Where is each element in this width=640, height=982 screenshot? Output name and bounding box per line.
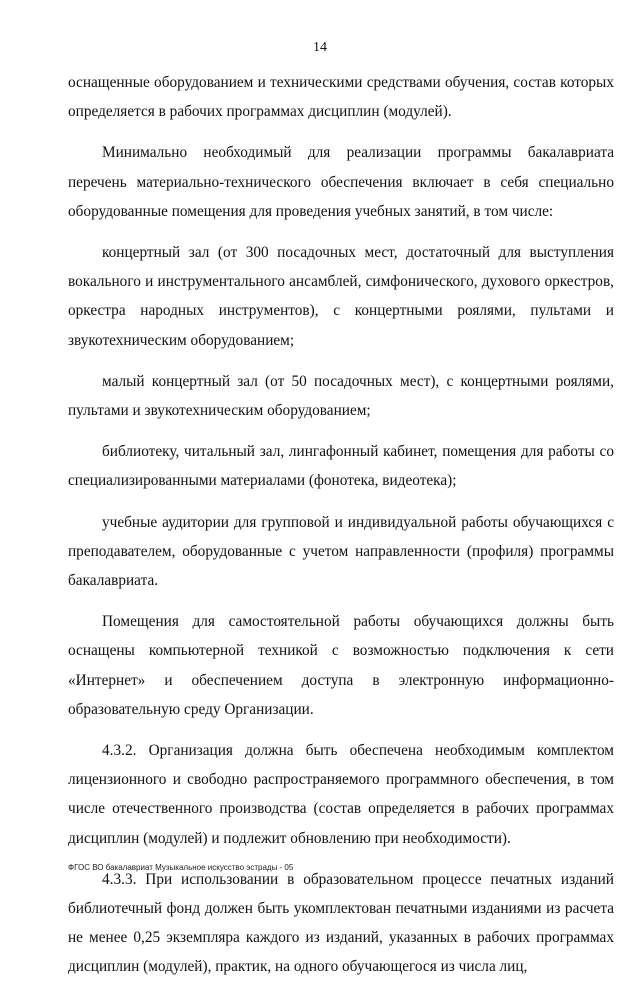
paragraph-concert-hall: концертный зал (от 300 посадочных мест, достаточный для выступления вокального и инструментального ансамблей, симфонического, духового оркестров, оркестра народных инструментов), с концертными роялями, пультами и звукотехническим оборудованием; (68, 244, 614, 349)
paragraph-self-study-rooms: Помещения для самостоятельной работы обучающихся должны быть оснащены компьютерной техникой с возможностью подключения к сети «Интернет» и обеспечением доступа в электронную информационно-образовательную среду Организации. (68, 613, 614, 718)
paragraph-4-3-2-software: 4.3.2. Организация должна быть обеспечена необходимым комплектом лицензионного и свободно распространяемого программного обеспечения, в том числе отечественного производства (состав определяется в рабочих программах дисциплин (модулей) и подлежит обновлению при необходимости). (68, 742, 614, 847)
paragraph-classrooms: учебные аудитории для групповой и индивидуальной работы обучающихся с преподавателем, оборудованные с учетом направленности (профиля) программы бакалавриата. (68, 513, 614, 590)
document-body (68, 68, 614, 982)
paragraph-library: библиотеку, читальный зал, лингафонный кабинет, помещения для работы со специализированными материалами (фонотека, видеотека); (68, 443, 614, 490)
paragraph-4-3-3-library-fund: 4.3.3. При использовании в образовательном процессе печатных изданий библиотечный фонд должен быть укомплектован печатными изданиями из расчета не менее 0,25 экземпляра каждого из изданий, указанных в рабочих программах дисциплин (модулей), практик, на одного обучающегося из числа лиц, (68, 870, 614, 976)
paragraph-small-concert-hall: малый концертный зал (от 50 посадочных мест), с концертными роялями, пультами и звукотехническим оборудованием; (68, 372, 614, 420)
page-number: 14 (313, 40, 327, 55)
paragraph-continuation: оснащенные оборудованием и техническими средствами обучения, состав которых определяется в рабочих программах дисциплин (модулей). (68, 74, 614, 121)
footer-document-code: ФГОС ВО бакалавриат Музыкальное искусство эстрады - 05 (68, 863, 294, 872)
paragraph-equipment-list-intro: Минимально необходимый для реализации программы бакалавриата перечень материально-технического обеспечения включает в себя специально оборудованные помещения для проведения учебных занятий, в том числе: (68, 144, 614, 220)
